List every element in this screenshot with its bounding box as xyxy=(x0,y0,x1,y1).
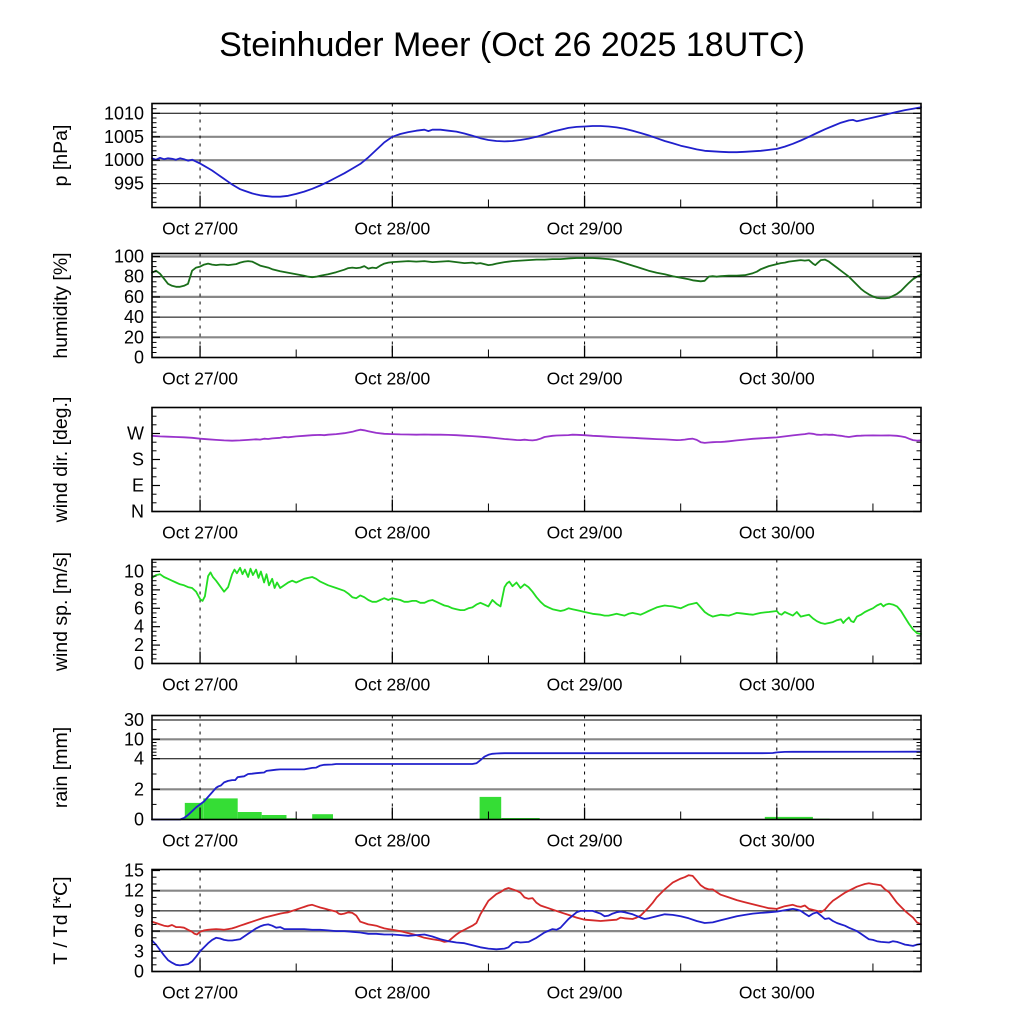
svg-text:1000: 1000 xyxy=(103,150,144,171)
svg-text:T / Td [*C]: T / Td [*C] xyxy=(50,876,72,965)
svg-text:humidity [%]: humidity [%] xyxy=(50,252,72,359)
svg-text:1010: 1010 xyxy=(103,103,144,124)
svg-text:Oct 27/00: Oct 27/00 xyxy=(162,218,239,239)
svg-text:Oct 30/00: Oct 30/00 xyxy=(738,218,815,239)
svg-text:6: 6 xyxy=(133,598,144,619)
svg-text:Oct 28/00: Oct 28/00 xyxy=(354,982,431,1003)
svg-text:Oct 29/00: Oct 29/00 xyxy=(546,522,623,543)
svg-text:Oct 27/00: Oct 27/00 xyxy=(162,982,239,1003)
svg-text:60: 60 xyxy=(123,286,144,307)
svg-text:Oct 30/00: Oct 30/00 xyxy=(738,368,815,389)
chart-title: Steinhuder Meer (Oct 26 2025 18UTC) xyxy=(219,26,805,64)
svg-text:Oct 30/00: Oct 30/00 xyxy=(738,674,815,695)
svg-text:6: 6 xyxy=(133,921,144,942)
svg-text:p [hPa]: p [hPa] xyxy=(50,124,72,187)
svg-text:Oct 28/00: Oct 28/00 xyxy=(354,674,431,695)
svg-text:Oct 30/00: Oct 30/00 xyxy=(738,982,815,1003)
svg-text:S: S xyxy=(131,449,144,470)
svg-text:0: 0 xyxy=(133,961,144,982)
svg-text:0: 0 xyxy=(133,347,144,368)
svg-text:0: 0 xyxy=(133,653,144,674)
svg-text:Oct 27/00: Oct 27/00 xyxy=(162,368,239,389)
svg-text:80: 80 xyxy=(123,266,144,287)
svg-text:3: 3 xyxy=(133,941,144,962)
svg-text:15: 15 xyxy=(123,860,144,881)
svg-text:N: N xyxy=(131,501,144,522)
svg-text:Oct 28/00: Oct 28/00 xyxy=(354,218,431,239)
svg-text:40: 40 xyxy=(123,307,144,328)
svg-text:8: 8 xyxy=(133,579,144,600)
svg-text:4: 4 xyxy=(133,748,144,769)
svg-text:Oct 27/00: Oct 27/00 xyxy=(162,674,239,695)
svg-text:Oct 28/00: Oct 28/00 xyxy=(354,368,431,389)
svg-text:100: 100 xyxy=(113,246,144,267)
svg-text:0: 0 xyxy=(133,809,144,830)
svg-text:E: E xyxy=(131,475,144,496)
svg-text:Oct 29/00: Oct 29/00 xyxy=(546,218,623,239)
svg-text:rain [mm]: rain [mm] xyxy=(50,726,72,809)
svg-text:Oct 28/00: Oct 28/00 xyxy=(354,830,431,851)
svg-text:Oct 29/00: Oct 29/00 xyxy=(546,830,623,851)
svg-text:Oct 30/00: Oct 30/00 xyxy=(738,830,815,851)
svg-text:995: 995 xyxy=(113,173,144,194)
svg-text:4: 4 xyxy=(133,616,144,637)
svg-text:9: 9 xyxy=(133,900,144,921)
svg-text:2: 2 xyxy=(133,779,144,800)
svg-text:Oct 29/00: Oct 29/00 xyxy=(546,674,623,695)
svg-text:1005: 1005 xyxy=(103,126,144,147)
svg-text:Oct 30/00: Oct 30/00 xyxy=(738,522,815,543)
svg-text:10: 10 xyxy=(123,561,144,582)
svg-text:Oct 27/00: Oct 27/00 xyxy=(162,830,239,851)
svg-text:20: 20 xyxy=(123,327,144,348)
svg-text:10: 10 xyxy=(123,729,144,750)
svg-text:12: 12 xyxy=(123,880,144,901)
svg-text:Oct 29/00: Oct 29/00 xyxy=(546,368,623,389)
svg-text:30: 30 xyxy=(123,710,144,730)
svg-text:Oct 28/00: Oct 28/00 xyxy=(354,522,431,543)
svg-text:wind sp. [m/s]: wind sp. [m/s] xyxy=(50,551,72,672)
svg-text:2: 2 xyxy=(133,635,144,656)
svg-text:W: W xyxy=(127,423,144,444)
svg-text:Oct 27/00: Oct 27/00 xyxy=(162,522,239,543)
svg-text:Oct 29/00: Oct 29/00 xyxy=(546,982,623,1003)
svg-text:wind dir. [deg.]: wind dir. [deg.] xyxy=(50,396,72,523)
